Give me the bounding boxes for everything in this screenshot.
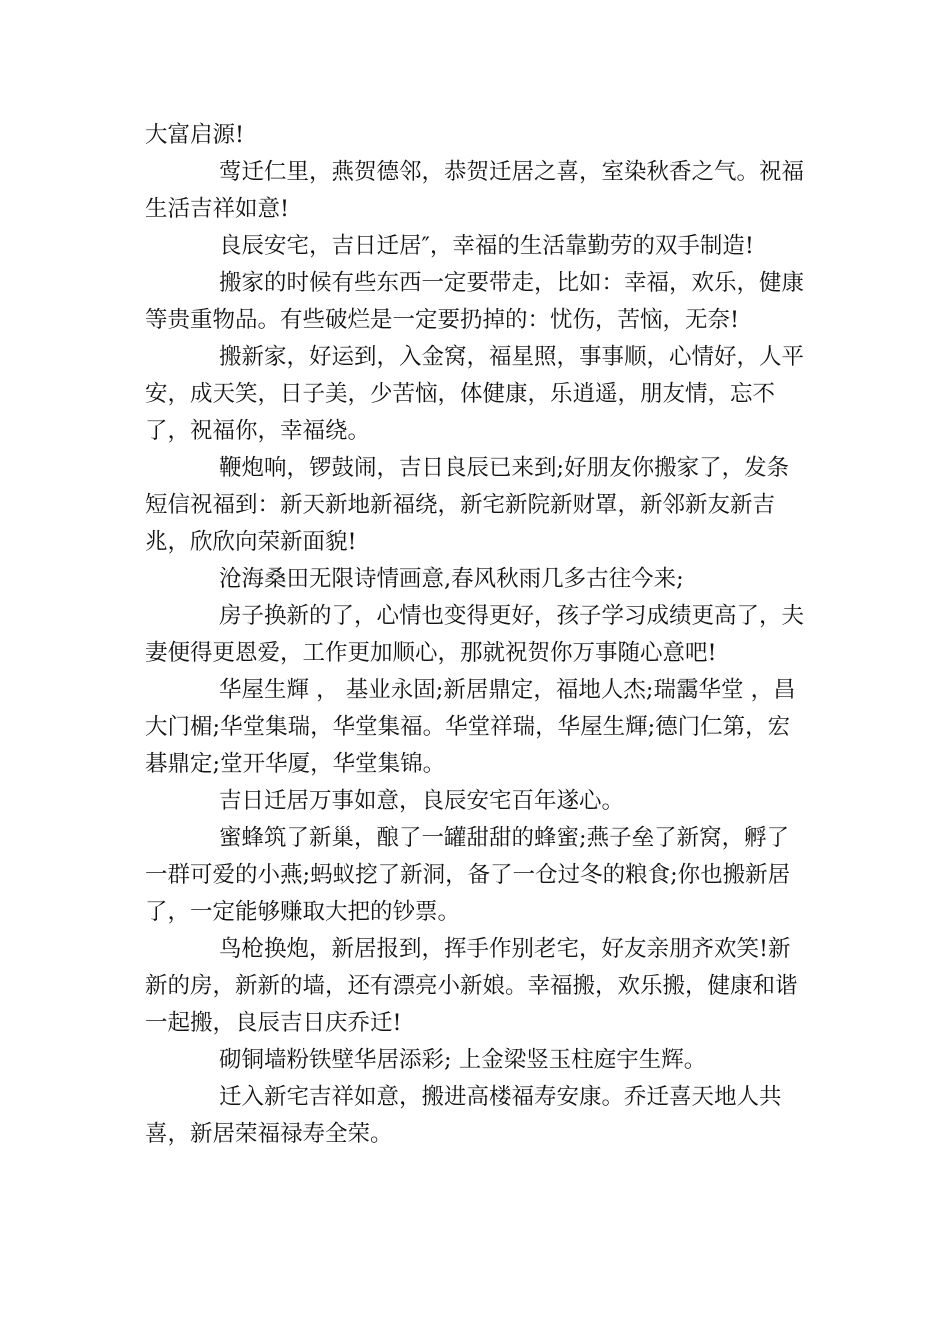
- paragraph-10: 吉日迁居万事如意，良辰安宅百年遂心。: [219, 788, 625, 814]
- paragraph-2: 莺迁仁里，燕贺德邻，恭贺迁居之喜，室染秋香之气。祝福生活吉祥如意!: [145, 159, 805, 222]
- paragraph-14: 迁入新宅吉祥如意，搬进高楼福寿安康。乔迁喜天地人共喜，新居荣福禄寿全荣。: [145, 1084, 782, 1147]
- paragraph-12: 鸟枪换炮，新居报到，挥手作别老宅，好友亲朋齐欢笑!新新的房，新新的墙，还有漂亮小新娘。幸福搬，欢乐搬，健康和谐一起搬，良辰吉日庆乔迁!: [145, 936, 798, 1036]
- paragraph-13: 砌铜墙粉铁壁华居添彩; 上金梁竖玉柱庭宇生辉。: [219, 1047, 707, 1073]
- paragraph-4: 搬家的时候有些东西一定要带走，比如：幸福，欢乐，健康等贵重物品。有些破烂是一定要扔掉的：忧伤，苦恼，无奈!: [145, 270, 805, 333]
- paragraph-7: 沧海桑田无限诗情画意,春风秋雨几多古往今来;: [219, 566, 684, 592]
- paragraph-5: 搬新家，好运到，入金窝，福星照，事事顺，心情好，人平安，成天笑，日子美，少苦恼，体健康，乐逍遥，朋友情，忘不了，祝福你，幸福绕。: [145, 344, 805, 444]
- paragraph-11: 蜜蜂筑了新巢，酿了一罐甜甜的蜂蜜;燕子垒了新窝，孵了一群可爱的小燕;蚂蚁挖了新洞，备了一仓过冬的粮食;你也搬新居了，一定能够赚取大把的钞票。: [145, 825, 791, 925]
- paragraph-3: 良辰安宅，吉日迁居″，幸福的生活靠勤劳的双手制造!: [219, 233, 754, 259]
- paragraph-8: 房子换新的了，心情也变得更好，孩子学习成绩更高了，夫妻便得更恩爱，工作更加顺心，那就祝贺你万事随心意吧!: [145, 603, 805, 666]
- paragraph-1: 大富启源!: [145, 122, 245, 148]
- paragraph-6: 鞭炮响，锣鼓闹，吉日良辰已来到;好朋友你搬家了，发条短信祝福到：新天新地新福绕，新宅新院新财罩，新邻新友新吉兆，欣欣向荣新面貌!: [145, 455, 790, 555]
- body-text: [145, 117, 805, 1153]
- paragraph-9: 华屋生輝 ， 基业永固;新居鼎定，福地人杰;瑞靄华堂 ，昌大门楣;华堂集瑞，华堂集福。华堂祥瑞，华屋生輝;德门仁第，宏碁鼎定;堂开华厦，华堂集锦。: [145, 677, 796, 777]
